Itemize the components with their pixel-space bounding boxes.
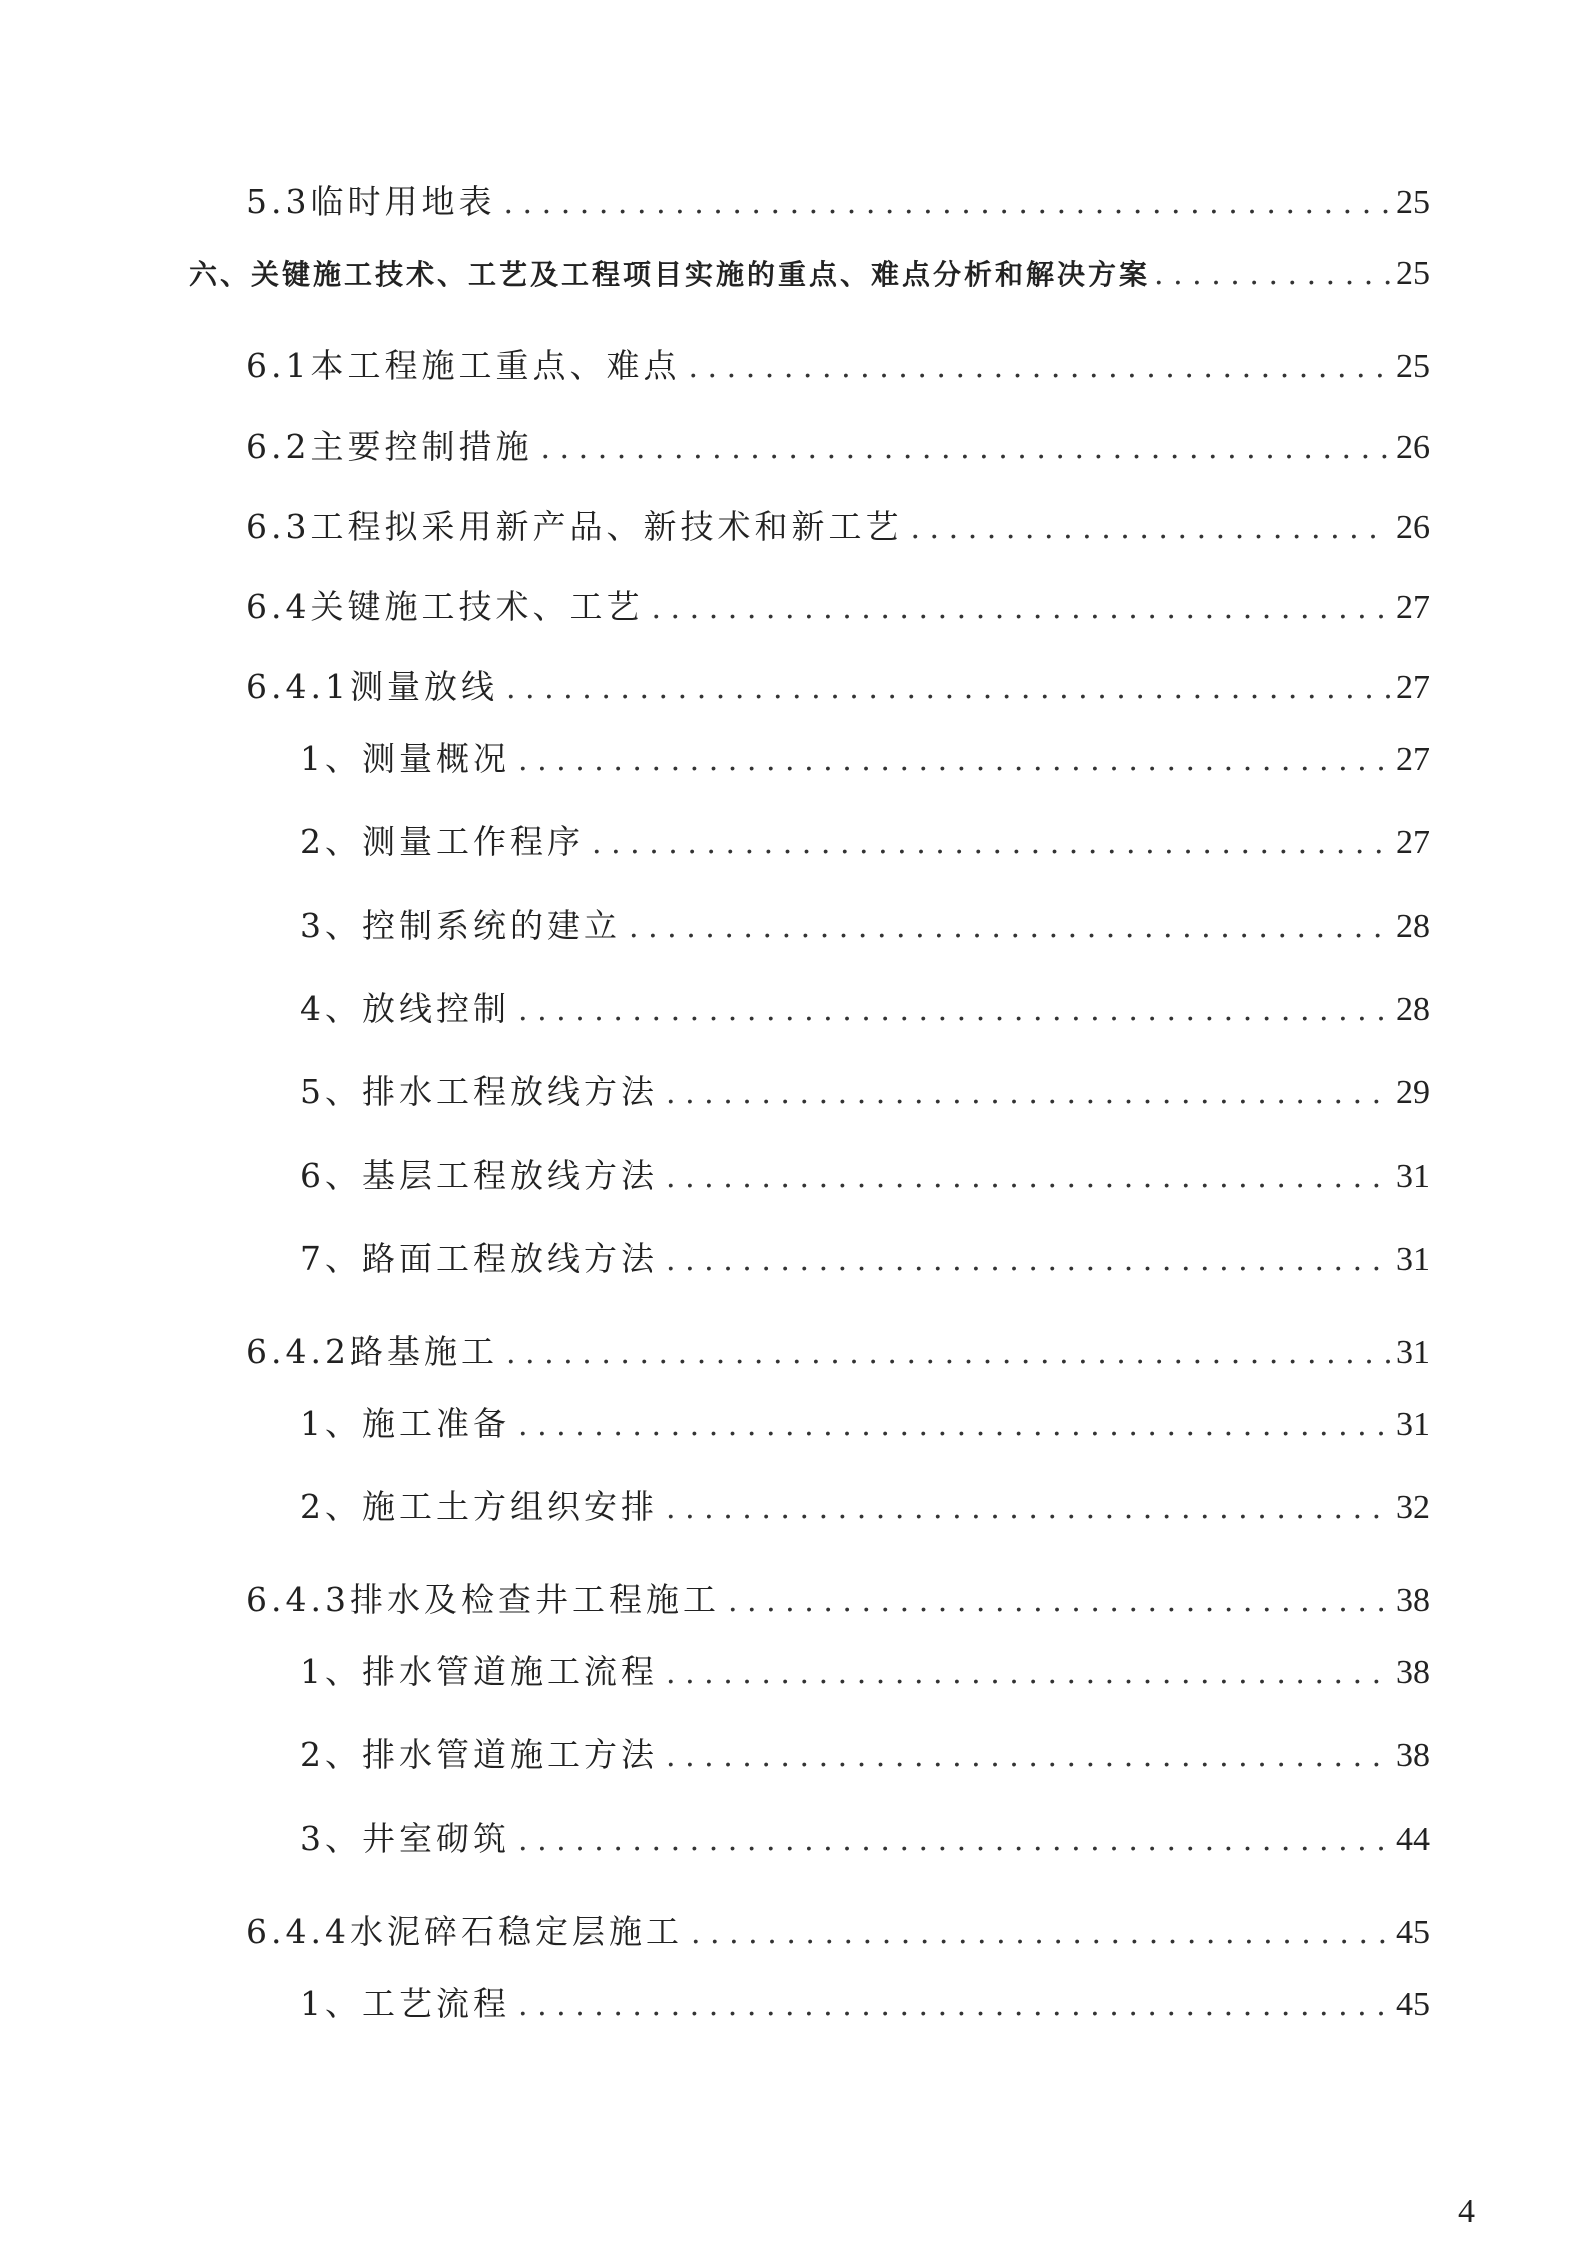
dot-leader <box>651 587 1390 631</box>
toc-entry-page: 27 <box>1396 669 1430 706</box>
toc-entry[interactable] <box>300 1817 1430 1861</box>
toc-entry-label: 3、控制系统的建立 <box>300 906 621 945</box>
toc-entry-label: 6.4关键施工技术、工艺 <box>246 587 644 626</box>
toc-entry-page: 27 <box>1396 824 1430 861</box>
toc-entry-label: 6.3工程拟采用新产品、新技术和新工艺 <box>246 507 903 546</box>
toc-entry-label: 3、井室砌筑 <box>300 1819 510 1858</box>
toc-entry[interactable] <box>246 665 1430 709</box>
toc-entry-page: 27 <box>1396 589 1430 626</box>
toc-entry-label: 2、排水管道施工方法 <box>300 1735 658 1774</box>
page-number: 4 <box>1458 2193 1475 2230</box>
toc-entry-label: 1、排水管道施工流程 <box>300 1652 658 1691</box>
dot-leader <box>666 1239 1390 1283</box>
toc-entry-label: 6.4.3排水及检查井工程施工 <box>246 1580 720 1619</box>
toc-entry-label: 1、测量概况 <box>300 739 510 778</box>
toc-entry[interactable] <box>246 344 1430 388</box>
toc-entry[interactable] <box>246 1578 1430 1622</box>
toc-entry-page: 26 <box>1396 509 1430 546</box>
toc-entry[interactable] <box>246 1910 1430 1954</box>
toc-entry[interactable] <box>300 1485 1430 1529</box>
toc-entry-label: 1、施工准备 <box>300 1404 510 1443</box>
toc-entry[interactable] <box>246 425 1430 469</box>
dot-leader <box>506 667 1390 711</box>
toc-entry-label: 5.3临时用地表 <box>246 182 496 221</box>
toc-entry[interactable] <box>300 737 1430 781</box>
toc-entry-label: 7、路面工程放线方法 <box>300 1239 658 1278</box>
toc-entry[interactable] <box>189 252 1430 296</box>
toc-entry[interactable] <box>246 180 1430 224</box>
dot-leader <box>666 1156 1390 1200</box>
dot-leader <box>503 182 1390 226</box>
toc-entry[interactable] <box>300 1237 1430 1281</box>
dot-leader <box>592 822 1390 866</box>
toc-entry-label: 4、放线控制 <box>300 989 510 1028</box>
toc-entry-label: 6.4.1测量放线 <box>246 667 498 706</box>
toc-entry-label: 2、施工土方组织安排 <box>300 1487 658 1526</box>
dot-leader <box>518 1819 1390 1863</box>
dot-leader <box>666 1735 1390 1779</box>
dot-leader <box>506 1332 1390 1376</box>
toc-entry[interactable] <box>300 987 1430 1031</box>
dot-leader <box>629 906 1390 950</box>
toc-entry-page: 25 <box>1396 255 1430 292</box>
toc-entry-page: 31 <box>1396 1406 1430 1443</box>
toc-entry-page: 26 <box>1396 429 1430 466</box>
toc-entry-page: 31 <box>1396 1334 1430 1371</box>
toc-entry-label: 6.2主要控制措施 <box>246 427 533 466</box>
toc-entry[interactable] <box>246 505 1430 549</box>
toc-entry-label: 1、工艺流程 <box>300 1984 510 2023</box>
toc-entry[interactable] <box>300 904 1430 948</box>
toc-entry-page: 28 <box>1396 991 1430 1028</box>
toc-entry[interactable] <box>300 1650 1430 1694</box>
toc-entry-page: 29 <box>1396 1074 1430 1111</box>
toc-entry-page: 38 <box>1396 1654 1430 1691</box>
toc-entry-page: 27 <box>1396 741 1430 778</box>
dot-leader <box>540 427 1390 471</box>
toc-entry-page: 25 <box>1396 184 1430 221</box>
toc-entry-label: 6.4.2路基施工 <box>246 1332 498 1371</box>
toc-entry-label: 6.4.4水泥碎石稳定层施工 <box>246 1912 683 1951</box>
dot-leader <box>518 1984 1390 2028</box>
dot-leader <box>666 1652 1390 1696</box>
dot-leader <box>728 1580 1390 1624</box>
toc-entry-label: 六、关键施工技术、工艺及工程项目实施的重点、难点分析和解决方案 <box>189 258 1151 291</box>
toc-entry[interactable] <box>300 1070 1430 1114</box>
toc-entry-page: 38 <box>1396 1737 1430 1774</box>
toc-entry-page: 31 <box>1396 1158 1430 1195</box>
dot-leader <box>518 989 1390 1033</box>
toc-entry[interactable] <box>246 585 1430 629</box>
toc-entry-page: 28 <box>1396 908 1430 945</box>
toc-entry-label: 2、测量工作程序 <box>300 822 584 861</box>
toc-entry[interactable] <box>300 1402 1430 1446</box>
toc-entry-page: 38 <box>1396 1582 1430 1619</box>
dot-leader <box>688 346 1390 390</box>
toc-entry-label: 6、基层工程放线方法 <box>300 1156 658 1195</box>
toc-entry[interactable] <box>300 1982 1430 2026</box>
toc-entry[interactable] <box>300 1733 1430 1777</box>
dot-leader <box>910 507 1390 551</box>
toc-entry-page: 25 <box>1396 348 1430 385</box>
dot-leader <box>691 1912 1390 1956</box>
toc-entry[interactable] <box>300 820 1430 864</box>
toc-entry[interactable] <box>246 1330 1430 1374</box>
toc-entry-label: 5、排水工程放线方法 <box>300 1072 658 1111</box>
dot-leader <box>518 1404 1390 1448</box>
toc-entry-label: 6.1本工程施工重点、难点 <box>246 346 681 385</box>
dot-leader <box>1154 253 1390 297</box>
toc-entry-page: 45 <box>1396 1914 1430 1951</box>
toc-entry-page: 31 <box>1396 1241 1430 1278</box>
dot-leader <box>666 1072 1390 1116</box>
dot-leader <box>518 739 1390 783</box>
toc-entry[interactable] <box>300 1154 1430 1198</box>
toc-entry-page: 45 <box>1396 1986 1430 2023</box>
dot-leader <box>666 1487 1390 1531</box>
toc-entry-page: 32 <box>1396 1489 1430 1526</box>
toc-entry-page: 44 <box>1396 1821 1430 1858</box>
